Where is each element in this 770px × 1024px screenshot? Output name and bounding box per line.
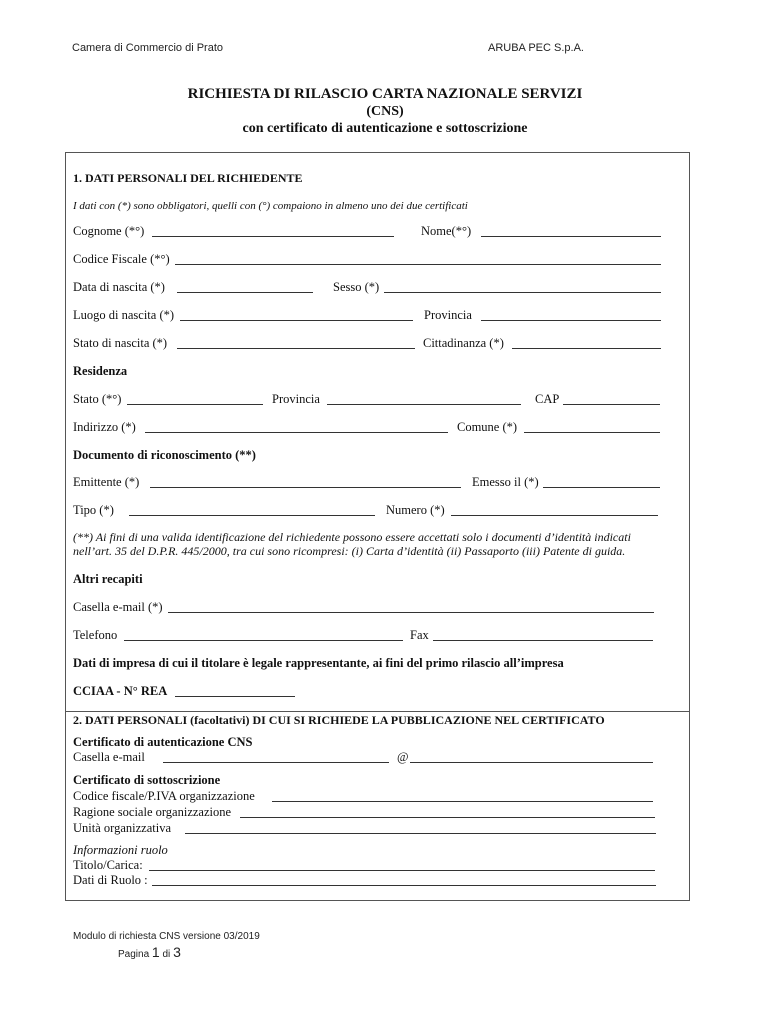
stato-nascita-label: Stato di nascita (*) [73,336,168,350]
emittente-field[interactable] [150,487,461,488]
fax-field[interactable] [433,640,653,641]
page-total: 3 [173,944,181,960]
section-1-note: I dati con (*) sono obbligatori, quelli con (°) compaiono in almeno uno dei due certificati [73,200,468,212]
s2-email-domain-field[interactable] [410,762,653,763]
at-sign: @ [397,750,409,764]
page-number: 1 [151,944,160,960]
emesso-il-field[interactable] [543,487,660,488]
header-left: Camera di Commercio di Prato [72,42,223,54]
data-nascita-field[interactable] [177,292,313,293]
nome-field[interactable] [481,236,661,237]
titolo-field[interactable] [149,870,655,871]
page-subtitle-2: con certificato di autenticazione e sottoscrizione [242,121,528,136]
header-right: ARUBA PEC S.p.A. [488,42,584,54]
sesso-label: Sesso (*) [333,280,380,294]
emesso-il-label: Emesso il (*) [472,475,539,489]
cap-field[interactable] [563,404,660,405]
altri-recapiti-heading: Altri recapiti [73,572,143,586]
residenza-heading: Residenza [73,364,128,378]
casella-email-field[interactable] [168,612,654,613]
nome-label: Nome(*°) [421,224,472,238]
telefono-field[interactable] [124,640,403,641]
emittente-label: Emittente (*) [73,475,140,489]
page-subtitle: (CNS) [366,104,404,119]
s2-email-user-field[interactable] [163,762,389,763]
stato-label: Stato (*°) [73,392,122,406]
section-1-heading: 1. DATI PERSONALI DEL RICHIEDENTE [73,171,303,185]
cert-auth-heading: Certificato di autenticazione CNS [73,735,253,749]
ragione-sociale-label: Ragione sociale organizzazione [73,805,232,819]
section-2-heading: 2. DATI PERSONALI (facoltativi) DI CUI SI RICHIEDE LA PUBBLICAZIONE NEL CERTIFICATO [73,713,605,727]
unita-label: Unità organizzativa [73,821,171,835]
sesso-field[interactable] [384,292,661,293]
stato-field[interactable] [127,404,263,405]
codice-fiscale-field[interactable] [175,264,661,265]
comune-label: Comune (*) [457,420,518,434]
res-provincia-label: Provincia [272,392,320,406]
res-provincia-field[interactable] [327,404,521,405]
stato-nascita-field[interactable] [177,348,415,349]
cciaa-label: CCIAA - N° REA [73,684,168,698]
comune-field[interactable] [524,432,660,433]
page-title: RICHIESTA DI RILASCIO CARTA NAZIONALE SERVIZI [187,86,583,102]
luogo-nascita-field[interactable] [180,320,413,321]
impresa-heading: Dati di impresa di cui il titolare è legale rappresentante, ai fini del primo rilascio all’impresa [73,656,564,670]
ragione-sociale-field[interactable] [240,817,655,818]
pagina-label: Pagina [118,949,150,960]
casella-email-label: Casella e-mail (*) [73,600,163,614]
dati-ruolo-field[interactable] [152,885,656,886]
numero-label: Numero (*) [386,503,445,517]
documento-heading: Documento di riconoscimento (**) [73,448,256,462]
cap-label: CAP [535,392,560,406]
titolo-label: Titolo/Carica: [73,858,143,872]
indirizzo-label: Indirizzo (*) [73,420,136,434]
documento-note-1: (**) Ai fini di una valida identificazione del richiedente possono essere accettati solo i documenti d’identità indicati [73,530,631,544]
provincia-field[interactable] [481,320,661,321]
indirizzo-field[interactable] [145,432,448,433]
dati-ruolo-label: Dati di Ruolo : [73,873,148,887]
cf-piva-label: Codice fiscale/P.IVA organizzazione [73,789,255,803]
cognome-label: Cognome (*°) [73,224,145,238]
cciaa-field[interactable] [175,696,295,697]
tipo-label: Tipo (*) [73,503,114,517]
cittadinanza-field[interactable] [512,348,661,349]
footer-page [118,944,181,960]
provincia-label: Provincia [424,308,472,322]
tipo-field[interactable] [129,515,375,516]
telefono-label: Telefono [73,628,118,642]
documento-note-2: nell’art. 35 del D.P.R. 445/2000, tra cui sono ricompresi: (i) Carta d’identità (ii) Passaporto (iii) Patente di guida. [73,544,626,558]
cert-sott-heading: Certificato di sottoscrizione [73,773,221,787]
cittadinanza-label: Cittadinanza (*) [423,336,504,350]
info-ruolo-heading: Informazioni ruolo [73,843,168,857]
codice-fiscale-label: Codice Fiscale (*°) [73,252,170,266]
numero-field[interactable] [451,515,658,516]
luogo-nascita-label: Luogo di nascita (*) [73,308,175,322]
cognome-field[interactable] [152,236,394,237]
cf-piva-field[interactable] [272,801,653,802]
footer-module: Modulo di richiesta CNS versione 03/2019 [73,931,260,942]
data-nascita-label: Data di nascita (*) [73,280,165,294]
unita-field[interactable] [185,833,656,834]
fax-label: Fax [410,628,429,642]
di-label: di [162,949,171,960]
s2-casella-email-label: Casella e-mail [73,750,145,764]
